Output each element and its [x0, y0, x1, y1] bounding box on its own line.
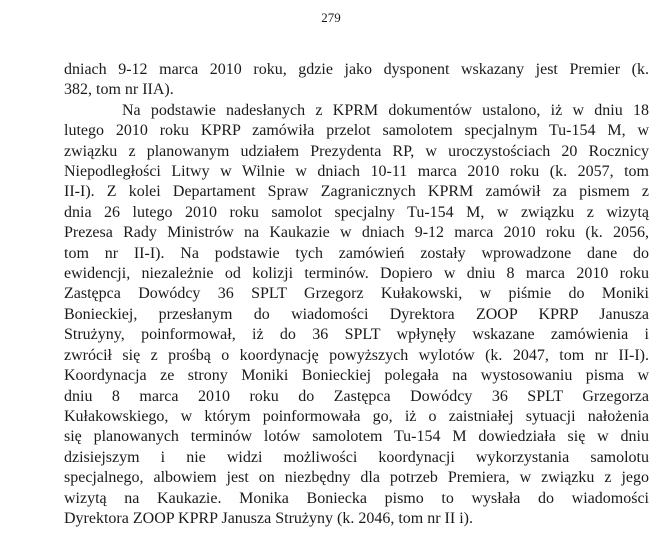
text-line: zwrócił się z prośbą o koordynację powyższych wylotów (k. 2047, tom nr II-I).	[64, 346, 649, 364]
text-line: dnia 26 lutego 2010 roku samolot specjalny Tu-154 M, w związku z wizytą	[64, 203, 649, 221]
text-line: Niepodległości Litwy w Wilnie w dniach 10-11 marca 2010 roku (k. 2057, tom	[64, 163, 649, 181]
text-line: 382, tom nr IIA).	[64, 81, 174, 99]
text-line: się planowanych terminów lotów samolotem Tu-154 M dowiedziała się w dniu	[64, 428, 649, 446]
text-line: Koordynacja ze strony Moniki Bonieckiej polegała na wystosowaniu pisma w	[64, 367, 649, 385]
text-line: Strużyny, poinformował, iż do 36 SPLT wpłynęły wskazane zamówienia i	[64, 326, 649, 344]
text-line: dniach 9-12 marca 2010 roku, gdzie jako dysponent wskazany jest Premier (k.	[64, 61, 649, 78]
text-line: Na podstawie nadesłanych z KPRM dokumentów ustalono, iż w dniu 18	[122, 101, 649, 119]
body-text	[64, 60, 649, 529]
text-line: lutego 2010 roku KPRP zamówiła przelot samolotem specjalnym Tu-154 M, w	[64, 122, 649, 140]
text-line: specjalnego, albowiem jest on niezbędny dla potrzeb Premiera, w związku z jego	[64, 469, 649, 487]
text-line: tom nr II-I). Na podstawie tych zamówień zostały wprowadzone dane do	[64, 244, 649, 262]
page-number: 279	[321, 10, 341, 25]
text-line: Zastępca Dowódcy 36 SPLT Grzegorz Kułakowski, w piśmie do Moniki	[64, 285, 649, 303]
text-line: Dyrektora ZOOP KPRP Janusza Strużyny (k. 2046, tom nr II i).	[64, 509, 473, 527]
text-line: Prezesa Rady Ministrów na Kaukazie w dniach 9-12 marca 2010 roku (k. 2056,	[64, 224, 649, 242]
text-line: Kułakowskiego, w którym poinformowała go, iż o zaistniałej sytuacji nałożenia	[64, 407, 649, 425]
text-line: II-I). Z kolei Departament Spraw Zagranicznych KPRM zamówił za pismem z	[64, 183, 649, 201]
text-line: dniu 8 marca 2010 roku do Zastępca Dowódcy 36 SPLT Grzegorza	[64, 387, 649, 405]
text-line: Bonieckiej, przesłanym do wiadomości Dyrektora ZOOP KPRP Janusza	[64, 305, 649, 323]
text-line: ewidencji, niezależnie od kolizji terminów. Dopiero w dniu 8 marca 2010 roku	[64, 265, 649, 283]
text-line: wizytą na Kaukazie. Monika Boniecka pismo to wysłała do wiadomości	[64, 489, 649, 507]
text-line: dzisiejszym i nie widzi możliwości koordynacji wykorzystania samolotu	[64, 448, 649, 466]
text-line: związku z planowanym udziałem Prezydenta RP, w uroczystościach 20 Rocznicy	[64, 142, 649, 160]
